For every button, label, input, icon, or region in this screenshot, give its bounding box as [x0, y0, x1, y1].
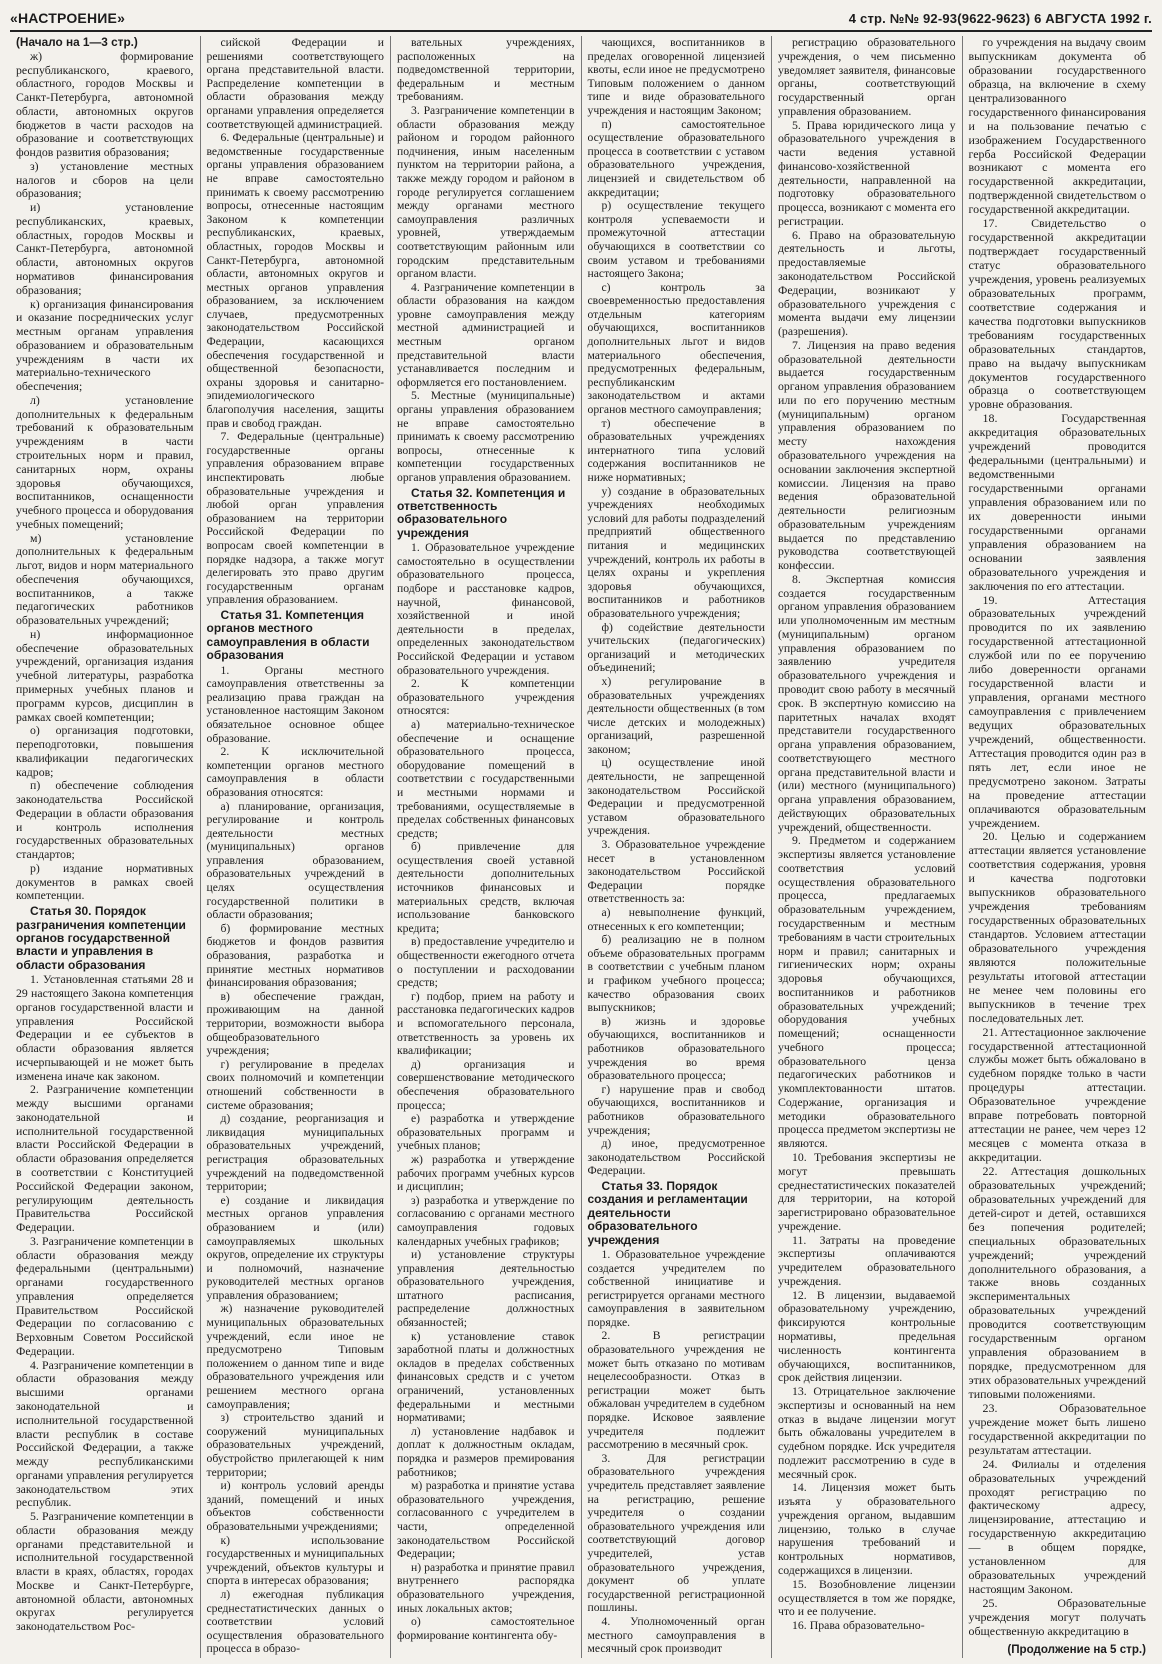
paragraph: 10. Требования экспертизы не могут превышать среднестатистических показателей для территории, на которой зарегистрировано образовательное учреждение. [778, 1150, 956, 1233]
paragraph: к) установление ставок заработной платы и должностных окладов в пределах собственных финансовых средств и с учетом ограничений, установленных федеральными и местными нормативами; [397, 1329, 575, 1425]
paragraph: к) использование государственных и муниципальных учреждений, объектов культуры и спорта в интересах образования; [206, 1533, 384, 1588]
paragraph: 16. Права образовательно- [792, 1618, 925, 1633]
column-6 [963, 36, 1153, 1658]
paragraph: д) иное, предусмотренное законодательством Российской Федерации. [587, 1137, 765, 1178]
paragraph: д) создание, реорганизация и ликвидация муниципальных образовательных учреждений, регистрация образовательных учреждений на подведомственной территории; [206, 1112, 384, 1194]
paragraph: 5. Разграничение компетенции в области образования между органами представительной и исполнительной государственной власти в краях, областях, городах Москве и Санкт-Петербурге, автономной области, автономных округах регулируется законодательством Рос- [16, 1509, 194, 1634]
paragraph: вательных учреждениях, расположенных на подведомственной территории, федеральным и местным требованиям. [397, 36, 575, 104]
paragraph: и) контроль условий аренды зданий, помещений и иных объектов собственности образовательными учреждениями; [206, 1479, 384, 1533]
paragraph: м) разработка и принятие устава образовательного учреждения, согласованного с учредителем в части, определенной законодательством Российской Федерации; [397, 1479, 575, 1561]
paragraph: 1. Образовательное учреждение создается учредителем по собственной инициативе и регистрируется органами местного самоуправления в заявительном порядке. [587, 1247, 765, 1329]
paragraph: 12. В лицензии, выдаваемой образовательному учреждению, фиксируются контрольные нормативы, предельная численность контингента обучающихся, воспитанников, срок действия лицензии. [778, 1287, 956, 1385]
paragraph: 17. Свидетельство о государственной аккредитации подтверждает государственный статус образовательного учреждения, уровень реализуемых образовательных программ, соответствие содержания и качества подготовки выпускников требованиям государственных образовательных стандартов, право на выдачу выпускникам документов государственного образца о соответствующем уровне образования. [968, 216, 1146, 412]
issue-info: 4 стр. №№ 92-93(9622-9623) 6 АВГУСТА 1992 г. [848, 10, 1152, 26]
paragraph: сийской Федерации и решениями соответствующего органа представительной власти. Распределение компетенции в области образования между органами управления определяется соответствующей администрацией. [206, 36, 384, 131]
paragraph: ц) осуществление иной деятельности, не запрещенной законодательством Российской Федерации и предусмотренной уставом образовательного учреждения. [587, 756, 765, 838]
paragraph: ж) назначение руководителей муниципальных образовательных учреждений, если иное не предусмотрено Типовым положением о данном типе и виде образовательного учреждения или решением местного органа самоуправления; [206, 1302, 384, 1411]
masthead [10, 6, 1152, 32]
paragraph: т) обеспечение в образовательных учреждениях интернатного типа условий содержания воспитанников не ниже нормативных; [587, 416, 765, 484]
paragraph: 25. Образовательные учреждения могут получать общественную аккредитацию в [968, 1596, 1146, 1638]
paragraph: 7. Лицензия на право ведения образовательной деятельности выдается государственным органом управления образованием или по его поручению местным (муниципальным) органом управления образованием по месту нахождения образовательного учреждения на основании заключения экспертной комиссии. Лицензия на право ведения образовательной деятельности религиозным образовательным учреждениям выдается по представлению руководства соответствующей конфессии. [778, 337, 956, 573]
paragraph: г) нарушение прав и свобод обучающихся, воспитанников и работников образовательного учреждения; [587, 1082, 765, 1137]
paragraph: 6. Право на образовательную деятельность и льготы, предоставляемые законодательством Российской Федерации, возникают у образовательного учреждения с момента выдачи ему лицензии (разрешения). [778, 227, 956, 339]
paragraph: а) планирование, организация, регулирование и контроль деятельности местных (муниципальных) органов управления образованием, образовательных учреждений в целях осуществления государственной политики в области образования; [206, 799, 384, 922]
paragraph: 8. Экспертная комиссия создается государственным органом управления образованием или уполномоченным им местным (муниципальным) органом управления образованием по заявлению учредителя образовательного учреждения и проводит свою работу в месячный срок. В экспертную комиссию на паритетных началах входят представители государственного органа управления образованием, соответствующего местного органа представительной власти и (или) местного (муниципального) органа управления образованием, действующих образовательных учреждений, общественности. [778, 571, 956, 834]
paragraph: з) строительство зданий и сооружений муниципальных образовательных учреждений, обустройство прилегающей к ним территории; [206, 1411, 384, 1479]
paragraph: л) установление надбавок и доплат к должностным окладам, порядка и размеров премирования работников; [397, 1424, 575, 1479]
paragraph: п) самостоятельное осуществление образовательного процесса в соответствии с уставом образовательного учреждения, лицензией и свидетельством об аккредитации; [587, 117, 765, 199]
column-4 [582, 36, 773, 1658]
paragraph: 18. Государственная аккредитация образовательных учреждений проводится федеральными (центральными) и ведомственными государственными органами управления образованием или по их доверенности иными государственными органами управления образованием на основании заявления образовательного учреждения и заключения по его аттестации. [968, 411, 1146, 593]
paragraph: 2. Разграничение компетенции между высшими органами законодательной и исполнительной государственной власти Российской Федерации в области образования определяется в соответствии с Конституцией Российской Федерации законом, регулирующим деятельность Правительства Российской Федерации. [16, 1082, 194, 1235]
paragraph: 4. Уполномоченный орган местного самоуправления в месячный срок производит [587, 1614, 765, 1656]
paragraph: н) информационное обеспечение образовательных учреждений, организация издания учебной литературы, разработка примерных учебных планов и программ курсов, дисциплин в рамках своей компетенции; [16, 626, 194, 724]
paragraph: в) обеспечение граждан, проживающим на данной территории, возможности выбора общеобразовательного учреждения; [206, 989, 384, 1058]
article-heading: Статья 32. Компетенция и ответственность образовательного учреждения [397, 485, 566, 540]
paragraph: е) создание и ликвидация местных органов управления образованием и (или) самоуправляемых школьных округов, определение их структуры и полномочий, назначение руководителей местных органов управления образованием; [206, 1193, 384, 1302]
paragraph: л) установление дополнительных к федеральным требований к образовательным учреждениям в части строительных норм и правил, санитарных норм, охраны здоровья обучающихся, воспитанников, оснащенности учебного процесса и оборудования учебных помещений; [16, 392, 194, 531]
paragraph: е) разработка и утверждение образовательных программ и учебных планов; [397, 1112, 575, 1153]
paragraph: 3. Разграничение компетенции в области образования между федеральными (центральными) органами государственного управления определяется Правительством Российской Федерации по согласованию с Верховным Советом Российской Федерации. [16, 1233, 194, 1358]
paragraph: ж) разработка и утверждение рабочих программ учебных курсов и дисциплин; [397, 1152, 575, 1194]
paragraph: и) установление структуры управления деятельностью образовательного учреждения, штатного расписания, распределение должностных обязанностей; [397, 1248, 575, 1330]
paper-name: «НАСТРОЕНИЕ» [10, 10, 126, 26]
paragraph: о) организация подготовки, переподготовки, повышения квалификации педагогических кадров; [16, 723, 194, 779]
paragraph: 2. К исключительной компетенции органов местного самоуправления в области образования относятся: [206, 745, 384, 799]
paragraph: 20. Целью и содержанием аттестации является установление соответствия содержания, уровня и качества подготовки выпускников образовательного учреждения требованиям государственных образовательных стандартов. Условием аттестации образовательного учреждения являются положительные результаты итоговой аттестации не менее чем половины его выпускников в течение трех последовательных лет. [968, 829, 1146, 1025]
paragraph: 1. Образовательное учреждение самостоятельно в осуществлении образовательного процесса, подборе и расстановке кадров, научной, финансовой, хозяйственной и иной деятельности в пределах, определенных законодательством Российской Федерации и уставом образовательного учреждения. [397, 541, 575, 677]
paragraph: д) организация и совершенствование методического обеспечения образовательного процесса; [397, 1057, 575, 1112]
paragraph: м) установление дополнительных к федеральным льгот, видов и норм материального обеспечения обучающихся, воспитанников, а также педагогических работников образовательных учреждений; [16, 530, 194, 628]
paragraph: в) предоставление учредителю и общественности ежегодного отчета о поступлении и расходовании средств; [397, 935, 575, 990]
article-heading: Статья 33. Порядок создания и регламентации деятельности образовательного учреждения [587, 1178, 748, 1247]
paragraph: б) реализацию не в полном объеме образовательных программ в соответствии с учебным планом и графиком учебного процесса; качество образования своих выпускников; [587, 933, 765, 1015]
paragraph: с) контроль за своевременностью предоставления отдельным категориям обучающихся, воспитанников дополнительных льгот и видов материального обеспечения, предусмотренных федеральным, республиканским законодательством и актами органов местного самоуправления; [587, 280, 765, 417]
paragraph: ж) формирование республиканского, краевого, областного, городов Москвы и Санкт-Петербурга, автономной области, автономных округов бюджетов в части расходов на образование и соответствующих фондов развития образования; [16, 48, 194, 160]
paragraph: в) жизнь и здоровье обучающихся, воспитанников и работников образовательного учреждения во время образовательного процесса; [587, 1014, 765, 1083]
paragraph: 1. Установленная статьями 28 и 29 настоящего Закона компетенция органов государственной власти и управления Российской Федерации и ее субъектов в области образования является исчерпывающей и не может быть изменена иначе как законом. [16, 972, 194, 1083]
paragraph: (Начало на 1—3 стр.) [16, 36, 138, 49]
paragraph: 3. Для регистрации образовательного учреждения учредитель представляет заявление на регистрацию, решение учредителя о создании образовательного учреждения или соответствующий договор учредителей, устав образовательного учреждения, документ об уплате государственной регистрационной пошлины. [587, 1451, 765, 1615]
paragraph: о) самостоятельное формирование контингента обу- [397, 1615, 575, 1642]
paragraph: 23. Образовательное учреждение может быть лишено государственной аккредитации по результатам аттестации. [968, 1400, 1146, 1457]
paragraph: з) установление местных налогов и сборов на цели образования; [16, 158, 194, 201]
paragraph: з) разработка и утверждение по согласованию с органами местного самоуправления годовых календарных учебных графиков; [397, 1193, 575, 1248]
column-3 [391, 36, 582, 1658]
paragraph: 24. Филиалы и отделения образовательных учреждений проходят регистрацию по фактическому адресу, лицензирование, аттестацию и государственную аккредитацию — в общем порядке, установленном для образовательных учреждений настоящим Законом. [968, 1456, 1146, 1597]
paragraph: а) невыполнение функций, отнесенных к его компетенции; [587, 906, 765, 933]
continuation-note: (Продолжение на 5 стр.) [1007, 1642, 1146, 1656]
paragraph: п) обеспечение соблюдения законодательства Российской Федерации в области образования и контроль исполнения государственных образовательных стандартов; [16, 778, 194, 862]
paragraph: л) ежегодная публикация среднестатистических данных о соответствии условий осуществления образовательного процесса в образо- [206, 1587, 384, 1656]
paragraph: 4. Разграничение компетенции в области образования на каждом уровне самоуправления между местной администрацией и местным органом представительной власти устанавливается последним и оформляется его постановлением. [397, 280, 575, 389]
paragraph: б) привлечение для осуществления своей уставной деятельности дополнительных источников финансовых и материальных средств, включая использование банковского кредита; [397, 840, 575, 935]
paragraph: 5. Местные (муниципальные) органы управления образованием не вправе самостоятельно принимать к своему рассмотрению вопросы, отнесенные к компетенции государственных органов управления образованием. [397, 389, 575, 484]
article-heading: Статья 30. Порядок разграничения компетенции органов государственной власти и управления в области образования [16, 904, 186, 972]
paragraph: 11. Затраты на проведение экспертизы оплачиваются учредителем образовательного учреждения. [778, 1232, 956, 1288]
paragraph: а) материально-техническое обеспечение и оснащение образовательного процесса, оборудование помещений в соответствии с государственными и местными нормами и требованиями, осуществляемые в пределах собственных финансовых средств; [397, 717, 575, 840]
paragraph: чающихся, воспитанников в пределах оговоренной лицензией квоты, если иное не предусмотрено Типовым положением о данном типе и виде образовательного учреждения и настоящим Законом; [587, 36, 765, 117]
paragraph: р) осуществление текущего контроля успеваемости и промежуточной аттестации обучающихся в соответствии со своим уставом и требованиями настоящего Закона; [587, 199, 765, 281]
paragraph: 13. Отрицательное заключение экспертизы и основанный на нем отказ в выдаче лицензии могут быть обжалованы учредителем в судебном порядке. Иск учредителя подлежит рассмотрению в суде в месячный срок. [778, 1384, 956, 1481]
paragraph: 7. Федеральные (центральные) государственные органы управления образованием вправе инспектировать любые образовательные учреждения и любой орган управления образованием на территории Российской Федерации по вопросам своей компетенции в порядке надзора, а также могут делегировать это право другим государственным органам управления образованием. [206, 430, 384, 607]
paragraph: 21. Аттестационное заключение государственной аттестационной службы может быть обжаловано в судебном порядке только в части процедуры аттестации. Образовательное учреждение вправе потребовать повторной аттестации не ранее, чем через 12 месяцев с момента отказа в аккредитации. [968, 1024, 1146, 1164]
paragraph: 9. Предметом и содержанием экспертизы является установление соответствия условий осуществления образовательного процесса, предлагаемых образовательным учреждением, государственным и местным требованиям в части строительных норм и правил; санитарных и гигиенических норм; охраны здоровья обучающихся, воспитанников и работников образовательных учреждений; оборудования учебных помещений; оснащенности учебного процесса; образовательного ценза педагогических работников и укомплектованности штатов. Содержание, организация и методики образовательного процесса предметом экспертизы не являются. [778, 833, 956, 1151]
paragraph: го учреждения на выдачу своим выпускникам документа об образовании государственного образца, на включение в схему централизованного государственного финансирования и на пользование печатью с изображением Государственного герба Российской Федерации возникают с момента его государственной аккредитации, подтвержденной свидетельством о государственной аккредитации. [968, 36, 1146, 217]
column-5 [772, 36, 963, 1658]
paragraph: 1. Органы местного самоуправления ответственны за реализацию права граждан на установленное настоящим Законом обязательное основное общее образование. [206, 663, 384, 745]
paragraph: и) установление республиканских, краевых, областных, городов Москвы и Санкт-Петербурга, автономной области, автономных округов нормативов финансирования образования; [16, 200, 194, 297]
column-1 [10, 36, 201, 1658]
text-columns [10, 36, 1152, 1658]
paragraph: 22. Аттестация дошкольных образовательных учреждений; образовательных учреждений для детей-сирот и детей, оставшихся без попечения родителей; специальных образовательных учреждений; учреждений дополнительного образования, а также вновь созданных экспериментальных образовательных учреждений проводится соответствующим государственным органом управления образованием в порядке, предусмотренном для этих образовательных учреждений типовыми положениями. [968, 1163, 1146, 1401]
paragraph: 3. Образовательное учреждение несет в установленном законодательством Российской Федерации порядке ответственность за: [587, 838, 765, 906]
paragraph: н) разработка и принятие правил внутреннего распорядка образовательного учреждения, иных локальных актов; [397, 1560, 575, 1615]
paragraph: х) регулирование в образовательных учреждениях деятельности общественных (в том числе детских и молодежных) организаций, разрешенной законом; [587, 674, 765, 756]
paragraph: 3. Разграничение компетенции в области образования между районом и городом районного подчинения, иным населенным пунктом на территории района, а также между городом и районом в городе регулируется соглашением между органами местного самоуправления различных уровней, утверждаемым соответствующим районным или городским представительным органом власти. [397, 103, 575, 281]
paragraph: 5. Права юридического лица у образовательного учреждения в части ведения уставной финансово-хозяйственной деятельности, направленной на подготовку образовательного процесса, возникают с момента его регистрации. [778, 117, 956, 228]
article-heading: Статья 31. Компетенция органов местного самоуправления в области образования [206, 607, 370, 663]
paragraph: 6. Федеральные (центральные) и ведомственные государственные органы управления образованием не вправе самостоятельно принимать к своему рассмотрению вопросы, отнесенные настоящим Законом к компетенции республиканских, краевых, областных, городов Москвы и Санкт-Петербурга, автономной области, автономных округов и местных органов управления образованием, за исключением случаев, предусмотренных законодательством Российской Федерации, касающихся обеспечения государственной и общественной безопасности, охраны здоровья и санитарно-эпидемиологического благополучия населения, защиты прав и свобод граждан. [206, 131, 384, 430]
paragraph: к) организация финансирования и оказание посреднических услуг местным органам управления образованием и образовательным учреждениям в части их материально-технического обеспечения; [16, 296, 194, 394]
paragraph: регистрацию образовательного учреждения, о чем письменно уведомляет заявителя, финансовые органы, соответствующий государственный орган управления образованием. [778, 36, 956, 118]
paragraph: 19. Аттестация образовательных учреждений проводится по их заявлению государственной аттестационной службой или по ее поручению либо доверенности органами государственной власти и управления, органами местного самоуправления с привлечением ведущих образовательных учреждений, общественности. Аттестация проводится один раз в пять лет, если иное не предусмотрено законом. Затраты на проведение аттестации оплачиваются образовательным учреждением. [968, 592, 1146, 830]
paragraph: б) формирование местных бюджетов и фондов развития образования, разработка и принятие местных нормативов финансирования образования; [206, 921, 384, 990]
column-2 [201, 36, 392, 1658]
paragraph: г) регулирование в пределах своих полномочий и компетенции отношений собственности в системе образования; [206, 1057, 384, 1112]
paragraph: ф) содействие деятельности учительских (педагогических) организаций и методических объединений; [587, 620, 765, 675]
paragraph: г) подбор, прием на работу и расстановка педагогических кадров и вспомогательного персонала, ответственность за уровень их квалификации; [397, 989, 575, 1058]
paragraph: у) создание в образовательных учреждениях необходимых условий для работы подразделений предприятий общественного питания и медицинских учреждений, контроль их работы в целях охраны и укрепления здоровья обучающихся, воспитанников и работников образовательного учреждения; [587, 484, 765, 620]
paragraph: 2. В регистрации образовательного учреждения не может быть отказано по мотивам нецелесообразности. Отказ в регистрации может быть обжалован учредителем в судебном порядке. Исковое заявление учредителя подлежит рассмотрению в месячный срок. [587, 1329, 765, 1452]
paragraph: 14. Лицензия может быть изъята у образовательного учреждения органом, выдавшим лицензию, только в случае нарушения требований и контрольных нормативов, содержащихся в лицензии. [778, 1480, 956, 1577]
paragraph: 2. К компетенции образовательного учреждения относятся: [397, 677, 575, 718]
paragraph: р) издание нормативных документов в рамках своей компетенции. [16, 860, 194, 903]
paragraph: 15. Возобновление лицензии осуществляется в том же порядке, что и ее получение. [778, 1576, 956, 1619]
paragraph: 4. Разграничение компетенции в области образования между высшими органами законодательной и исполнительной государственной власти республик в составе Российской Федерации, а также между республиканскими органами управления регулируется законодательством этих республик. [16, 1357, 194, 1510]
